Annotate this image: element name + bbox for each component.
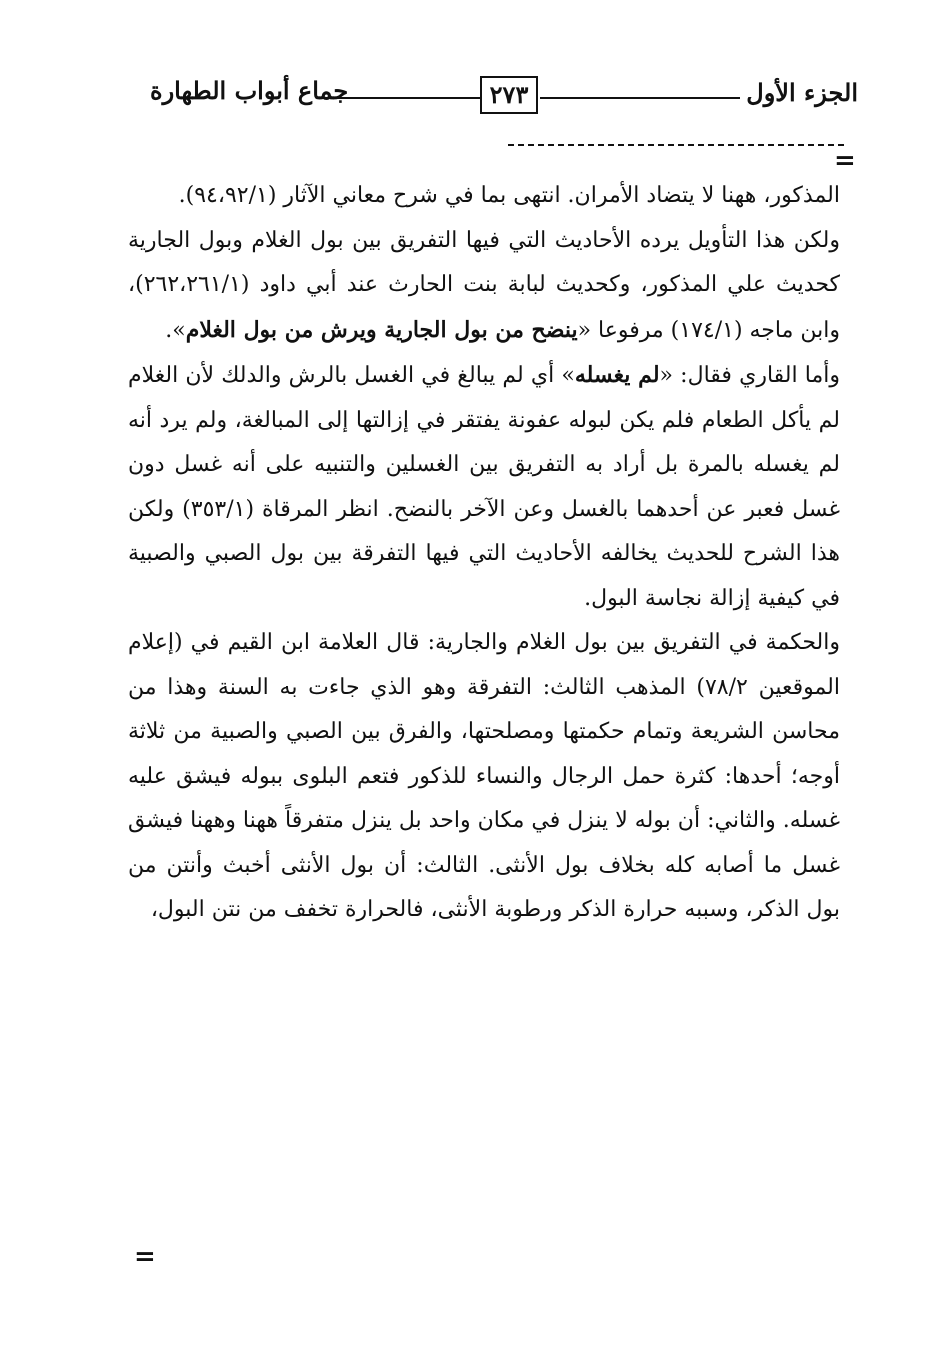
footnote-body bbox=[128, 174, 840, 933]
header-volume-title: الجزء الأول bbox=[746, 78, 858, 107]
paragraph-1: المذكور، ههنا لا يتضاد الأمران. انتهى بما في شرح معاني الآثار (٩٤،٩٢/١). bbox=[178, 183, 840, 208]
paragraph-2 bbox=[128, 219, 840, 354]
page-number: ٢٧٣ bbox=[480, 76, 538, 114]
header-rule-right bbox=[540, 97, 740, 99]
paragraph-3-start: وأما القاري فقال: « bbox=[659, 363, 841, 388]
hadith-quote: ينضح من بول الجارية ويرش من بول الغلام bbox=[185, 316, 578, 343]
header-chapter-title: جماع أبواب الطهارة bbox=[150, 76, 349, 105]
paragraph-3 bbox=[128, 353, 840, 621]
footnote-separator bbox=[508, 144, 844, 146]
continuation-mark-top: = bbox=[834, 146, 856, 176]
continuation-mark-bottom: = bbox=[134, 1242, 156, 1272]
quoted-term: لم يغسله bbox=[574, 362, 660, 388]
paragraph-4: والحكمة في التفريق بين بول الغلام والجارية: قال العلامة ابن القيم في (إعلام الموقعين ٧٨/٢) المذهب الثالث: التفرقة وهو الذي جاءت به السنة وهذا من محاسن الشريعة وتمام حكمتها ومصلحتها، والفرق بين الصبي والصبية من ثلاثة أوجه؛ أحدها: كثرة حمل الرجال والنساء للذكور فتعم البلوى ببوله فيشق عليه غسله. والثاني: أن بوله لا ينزل في مكان واحد بل ينزل متفرقاً ههنا وههنا فيشق غسل ما أصابه كله بخلاف بول الأنثى. الثالث: أن بول الأنثى أخبث وأنتن من بول الذكر، وسببه حرارة الذكر ورطوبة الأنثى، فالحرارة تخفف من نتن البول، bbox=[128, 630, 840, 922]
paragraph-2-end: ». bbox=[165, 317, 186, 343]
paragraph-2-text: ولكن هذا التأويل يرده الأحاديث التي فيها التفريق بين بول الغلام وبول الجارية كحديث علي المذكور، وكحديث لبابة بنت الحارث عند أبي داود (٢٦٢،٢٦١/١)، وابن ماجه (١٧٤/١) مرفوعا « bbox=[128, 227, 840, 343]
paragraph-3-text: » أي لم يبالغ في الغسل بالرش والدلك لأن الغلام لم يأكل الطعام فلم يكن لبوله عفونة يفتقر في إزالتها إلى المبالغة، ولم يرد أنه لم يغسله بالمرة بل أراد به التفريق بين الغسلين والتنبيه على أنه غسل دون غسل فعبر عن أحدهما بالغسل وعن الآخر بالنضح. انظر المرقاة (٣٥٣/١) ولكن هذا الشرح للحديث يخالفه الأحاديث التي فيها التفرقة بين بول الصبي والصبية في كيفية إزالة نجاسة البول. bbox=[128, 363, 840, 611]
